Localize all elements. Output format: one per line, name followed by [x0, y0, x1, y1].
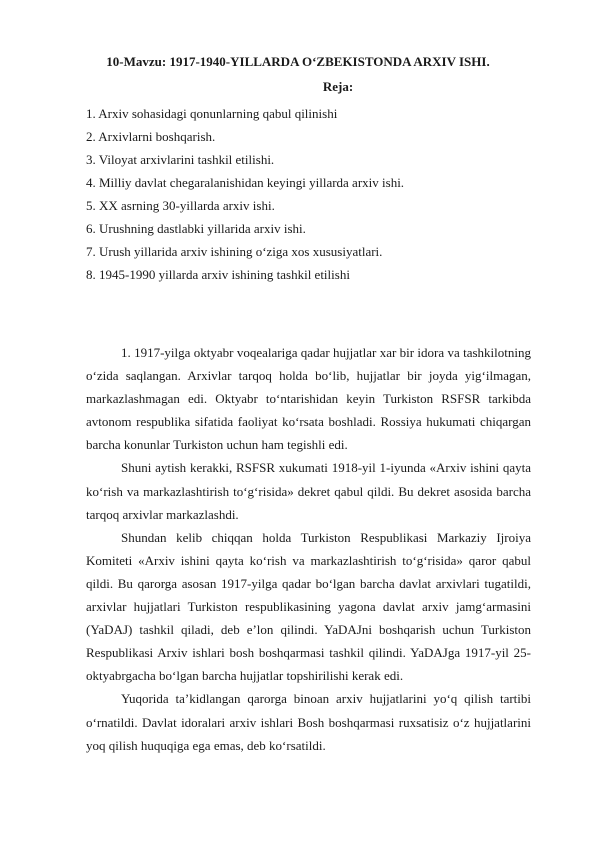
plan-heading: [0, 78, 596, 96]
plan-heading-text: Reja:: [322, 79, 354, 94]
document-title-text: 10-Mavzu: 1917-1940-YILLARDA O‘ZBEKISTONDA ARXIV ISHI.: [106, 54, 490, 69]
paragraph: Yuqorida ta’kidlangan qarorga binoan arxiv hujjatlarini yo‘q qilish tartibi o‘rnatildi. Davlat idoralari arxiv ishlari Bosh boshqarmasi ruxsatisiz o‘z hujjatlarini yoq qilish huquqiga ega emas, deb ko‘rsatildi.: [86, 691, 531, 753]
paragraph: 1. 1917-yilga oktyabr voqealariga qadar hujjatlar xar bir idora va tashkilotning o‘zida saqlangan. Arxivlar tarqoq holda bo‘lib, hujjatlar bir joyda yig‘ilmagan, markazlashmagan edi. Oktyabr to‘ntarishidan keyin Turkiston RSFSR tarkibda avtonom respublika sifatida faoliyat ko‘rsata boshladi. Rossiya hukumati chiqargan barcha konunlar Turkiston uchun ham tegishli edi.: [86, 345, 531, 453]
paragraph: Shundan kelib chiqqan holda Turkiston Respublikasi Markaziy Ijroiya Komiteti «Arxiv ishini qayta ko‘rish va markazlashtirish to‘g‘risida» qaror qabul qildi. Bu qarorga asosan 1917-yilga qadar bo‘lgan barcha davlat arxivlari tugatildi, arxivlar hujjatlari Turkiston respublikasining yagona davlat arxiv jamg‘armasini (YaDAJ) tashkil qiladi, deb e’lon qilindi. YaDAJni boshqarish uchun Turkiston Respublikasi Arxiv ishlari bosh boshqarmasi tashkil qilindi. YaDAJga 1917-yil 25-oktyabrgacha bo‘lgan barcha hujjatlar topshirilishi kerak edi.: [86, 529, 531, 684]
plan-item: 3. Viloyat arxivlarini tashkil etilishi.: [86, 152, 275, 167]
plan-list: [86, 105, 404, 289]
plan-item: 4. Milliy davlat chegaralanishidan keyingi yillarda arxiv ishi.: [86, 175, 405, 190]
plan-item: 6. Urushning dastlabki yillarida arxiv ishi.: [86, 221, 306, 236]
document-title: [0, 53, 596, 71]
plan-item: 2. Arxivlarni boshqarish.: [86, 129, 216, 144]
body-text: [86, 341, 531, 757]
plan-item: 1. Arxiv sohasidagi qonunlarning qabul qilinishi: [86, 106, 338, 121]
plan-item: 8. 1945-1990 yillarda arxiv ishining tashkil etilishi: [86, 267, 350, 282]
paragraph: Shuni aytish kerakki, RSFSR xukumati 1918-yil 1-iyunda «Arxiv ishini qayta ko‘rish va markazlashtirish to‘g‘risida» dekret qabul qildi. Bu dekret asosida barcha tarqoq arxivlar markazlashdi.: [86, 460, 531, 522]
plan-item: 7. Urush yillarida arxiv ishining o‘ziga xos xususiyatlari.: [86, 244, 383, 259]
plan-item: 5. XX asrning 30-yillarda arxiv ishi.: [86, 198, 275, 213]
